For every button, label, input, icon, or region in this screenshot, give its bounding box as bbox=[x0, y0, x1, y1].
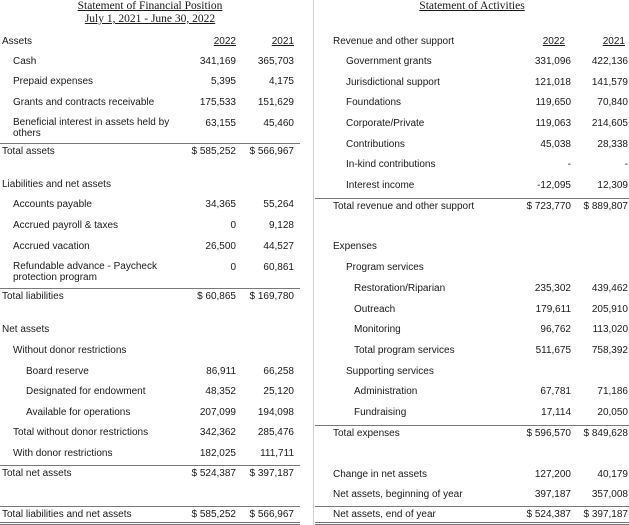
value-2022: 175,533 bbox=[199, 97, 236, 108]
value-2021: $ 566,967 bbox=[249, 509, 294, 520]
table-row bbox=[0, 365, 300, 379]
value-2021: 66,258 bbox=[263, 366, 294, 377]
year-2021-header: 2021 bbox=[271, 36, 294, 47]
with-restrictions-row bbox=[0, 447, 300, 461]
row-label: Grants and contracts receivable bbox=[13, 97, 155, 108]
value-2022: 397,187 bbox=[534, 489, 571, 500]
value-2022: 0 bbox=[230, 220, 236, 231]
value-2022: $ 524,387 bbox=[191, 468, 236, 479]
table-row bbox=[315, 179, 629, 193]
value-2021: 25,120 bbox=[263, 386, 294, 397]
row-label: Outreach bbox=[354, 304, 396, 315]
value-2022: $ 585,252 bbox=[191, 509, 236, 520]
without-restrictions-heading: Without donor restrictions bbox=[13, 345, 127, 356]
year-2022-header: 2022 bbox=[542, 36, 565, 47]
value-2022: 26,500 bbox=[205, 241, 236, 252]
supporting-services-heading: Supporting services bbox=[346, 366, 434, 377]
value-2021: 70,840 bbox=[597, 97, 628, 108]
value-2021: 205,910 bbox=[591, 304, 628, 315]
row-label: Change in net assets bbox=[333, 469, 427, 480]
table-row bbox=[315, 385, 629, 399]
net-assets-heading: Net assets bbox=[2, 324, 50, 335]
assets-heading: Assets bbox=[2, 36, 33, 47]
value-2022: 331,096 bbox=[534, 56, 571, 67]
row-label: Foundations bbox=[346, 97, 402, 108]
row-label: Net assets, beginning of year bbox=[333, 489, 463, 500]
row-label: In-kind contributions bbox=[346, 159, 436, 170]
table-row bbox=[315, 76, 629, 90]
value-2021: 365,703 bbox=[257, 56, 294, 67]
revenue-heading: Revenue and other support bbox=[333, 36, 455, 47]
financial-position-period: July 1, 2021 - June 30, 2022 bbox=[84, 13, 216, 25]
panel-divider bbox=[313, 0, 314, 525]
value-2022: - bbox=[567, 159, 571, 170]
value-2022: 96,762 bbox=[540, 324, 571, 335]
total-assets-row bbox=[0, 143, 300, 160]
value-2021: 40,179 bbox=[597, 469, 628, 480]
row-label: Total liabilities bbox=[2, 291, 64, 302]
table-row bbox=[315, 406, 629, 420]
row-label: Total program services bbox=[354, 345, 455, 356]
value-2021: $ 169,780 bbox=[249, 291, 294, 302]
value-2022: 182,025 bbox=[199, 448, 236, 459]
table-row bbox=[0, 219, 300, 233]
value-2022: 341,169 bbox=[199, 56, 236, 67]
value-2021: 55,264 bbox=[263, 199, 294, 210]
value-2022: 45,038 bbox=[540, 139, 571, 150]
total-liabilities-row bbox=[0, 288, 300, 305]
value-2021: $ 849,628 bbox=[583, 428, 628, 439]
row-label: Monitoring bbox=[354, 324, 401, 335]
total-revenue-row bbox=[315, 198, 629, 215]
row-label: Jurisdictional support bbox=[346, 77, 440, 88]
table-row bbox=[0, 198, 300, 212]
value-2021: 9,128 bbox=[268, 220, 294, 231]
value-2021: 758,392 bbox=[591, 345, 628, 356]
row-label: Restoration/Riparian bbox=[354, 283, 446, 294]
year-2022-header: 2022 bbox=[213, 36, 236, 47]
value-2021: 113,020 bbox=[592, 324, 628, 335]
row-label: Accrued vacation bbox=[13, 241, 90, 252]
value-2022: $ 524,387 bbox=[526, 509, 571, 520]
value-2021: 194,098 bbox=[257, 407, 294, 418]
table-row bbox=[315, 138, 629, 152]
year-2021-header: 2021 bbox=[602, 36, 625, 47]
value-2022: 34,365 bbox=[205, 199, 236, 210]
value-2022: $ 60,865 bbox=[197, 291, 236, 302]
row-label: Corporate/Private bbox=[346, 118, 425, 129]
value-2022: 121,018 bbox=[534, 77, 571, 88]
value-2021: 285,476 bbox=[257, 427, 294, 438]
liabilities-net-heading: Liabilities and net assets bbox=[2, 179, 111, 190]
table-row bbox=[0, 406, 300, 420]
value-2022: $ 585,252 bbox=[191, 146, 236, 157]
row-label: Total liabilities and net assets bbox=[2, 509, 132, 520]
value-2022: 511,675 bbox=[535, 345, 571, 356]
value-2022: 119,650 bbox=[535, 97, 571, 108]
value-2021: 60,861 bbox=[263, 262, 294, 273]
row-label: Fundraising bbox=[354, 407, 407, 418]
activities-panel bbox=[315, 0, 629, 525]
value-2021: 4,175 bbox=[268, 76, 294, 87]
financial-position-title: Statement of Financial Position bbox=[77, 0, 223, 12]
value-2022: 179,611 bbox=[535, 304, 571, 315]
total-net-assets-row bbox=[0, 465, 300, 482]
table-row bbox=[0, 240, 300, 254]
value-2021: 151,629 bbox=[257, 97, 294, 108]
table-row bbox=[315, 96, 629, 110]
value-2021: 141,579 bbox=[591, 77, 628, 88]
row-label: Cash bbox=[13, 56, 37, 67]
table-row bbox=[315, 117, 629, 131]
row-label: Total expenses bbox=[333, 428, 400, 439]
total-expenses-row bbox=[315, 425, 629, 442]
row-label: Interest income bbox=[346, 180, 415, 191]
row-label: With donor restrictions bbox=[13, 448, 113, 459]
value-2021: $ 397,187 bbox=[249, 468, 294, 479]
value-2021: 12,309 bbox=[597, 180, 628, 191]
row-label: Administration bbox=[354, 386, 418, 397]
value-2022: 63,155 bbox=[205, 118, 236, 129]
value-2022: 127,200 bbox=[534, 469, 571, 480]
value-2022: $ 596,570 bbox=[526, 428, 571, 439]
value-2022: $ 723,770 bbox=[526, 201, 571, 212]
liabilities-net-heading-row bbox=[0, 178, 300, 192]
without-restrictions-heading-row bbox=[0, 344, 300, 358]
table-row bbox=[0, 96, 300, 110]
value-2021: 71,186 bbox=[597, 386, 628, 397]
end-net-assets-row bbox=[315, 506, 629, 525]
value-2021: 44,527 bbox=[263, 241, 294, 252]
value-2021: 28,338 bbox=[597, 139, 628, 150]
value-2021: 422,136 bbox=[591, 56, 628, 67]
value-2022: 17,114 bbox=[541, 407, 571, 418]
table-row bbox=[0, 75, 300, 89]
table-row bbox=[0, 117, 300, 139]
table-row bbox=[315, 323, 629, 337]
program-services-heading-row bbox=[315, 261, 629, 275]
value-2021: 214,605 bbox=[591, 118, 628, 129]
change-net-assets-row bbox=[315, 468, 629, 482]
revenue-header-row bbox=[315, 35, 629, 49]
value-2021: 111,711 bbox=[260, 448, 294, 459]
table-row bbox=[0, 261, 300, 283]
value-2021: 357,008 bbox=[591, 489, 628, 500]
value-2022: 207,099 bbox=[199, 407, 236, 418]
table-row bbox=[315, 282, 629, 296]
row-label: Prepaid expenses bbox=[13, 76, 94, 87]
row-label: Refundable advance - Paycheck protection program bbox=[13, 261, 157, 283]
row-label: Net assets, end of year bbox=[333, 509, 436, 520]
value-2022: -12,095 bbox=[537, 180, 571, 191]
row-label: Contributions bbox=[346, 139, 405, 150]
table-row bbox=[315, 55, 629, 69]
row-label: Designated for endowment bbox=[26, 386, 146, 397]
assets-header-row bbox=[0, 35, 300, 49]
table-row bbox=[315, 303, 629, 317]
expenses-heading-row bbox=[315, 240, 629, 254]
total-liabilities-net-assets-row bbox=[0, 506, 300, 525]
value-2022: 67,781 bbox=[540, 386, 571, 397]
financial-position-panel bbox=[0, 0, 300, 525]
activities-title: Statement of Activities bbox=[419, 0, 525, 12]
value-2022: 0 bbox=[230, 262, 236, 273]
value-2022: 342,362 bbox=[199, 427, 236, 438]
total-program-services-row bbox=[315, 344, 629, 358]
net-assets-heading-row bbox=[0, 323, 300, 337]
table-row bbox=[0, 55, 300, 69]
value-2022: 86,911 bbox=[206, 366, 236, 377]
row-label: Accounts payable bbox=[13, 199, 92, 210]
total-without-restrictions-row bbox=[0, 426, 300, 440]
supporting-services-heading-row bbox=[315, 365, 629, 379]
value-2022: 48,352 bbox=[205, 386, 236, 397]
value-2021: 45,460 bbox=[263, 118, 294, 129]
value-2022: 5,395 bbox=[210, 76, 236, 87]
row-label: Board reserve bbox=[26, 366, 89, 377]
value-2021: $ 397,187 bbox=[583, 509, 628, 520]
table-row bbox=[0, 385, 300, 399]
row-label: Government grants bbox=[346, 56, 432, 67]
value-2022: 235,302 bbox=[534, 283, 571, 294]
row-label: Total revenue and other support bbox=[333, 201, 475, 212]
value-2021: $ 566,967 bbox=[249, 146, 294, 157]
value-2022: 119,063 bbox=[535, 118, 571, 129]
row-label: Total without donor restrictions bbox=[13, 427, 149, 438]
table-row bbox=[315, 158, 629, 172]
program-services-heading: Program services bbox=[346, 262, 424, 273]
row-label: Total assets bbox=[2, 146, 55, 157]
beginning-net-assets-row bbox=[315, 488, 629, 502]
row-label: Beneficial interest in assets held by others bbox=[13, 117, 170, 139]
value-2021: - bbox=[624, 159, 628, 170]
row-label: Total net assets bbox=[2, 468, 72, 479]
row-label: Available for operations bbox=[26, 407, 131, 418]
value-2021: 20,050 bbox=[597, 407, 628, 418]
row-label: Accrued payroll & taxes bbox=[13, 220, 119, 231]
value-2021: $ 889,807 bbox=[583, 201, 628, 212]
expenses-heading: Expenses bbox=[333, 241, 377, 252]
value-2021: 439,462 bbox=[591, 283, 628, 294]
